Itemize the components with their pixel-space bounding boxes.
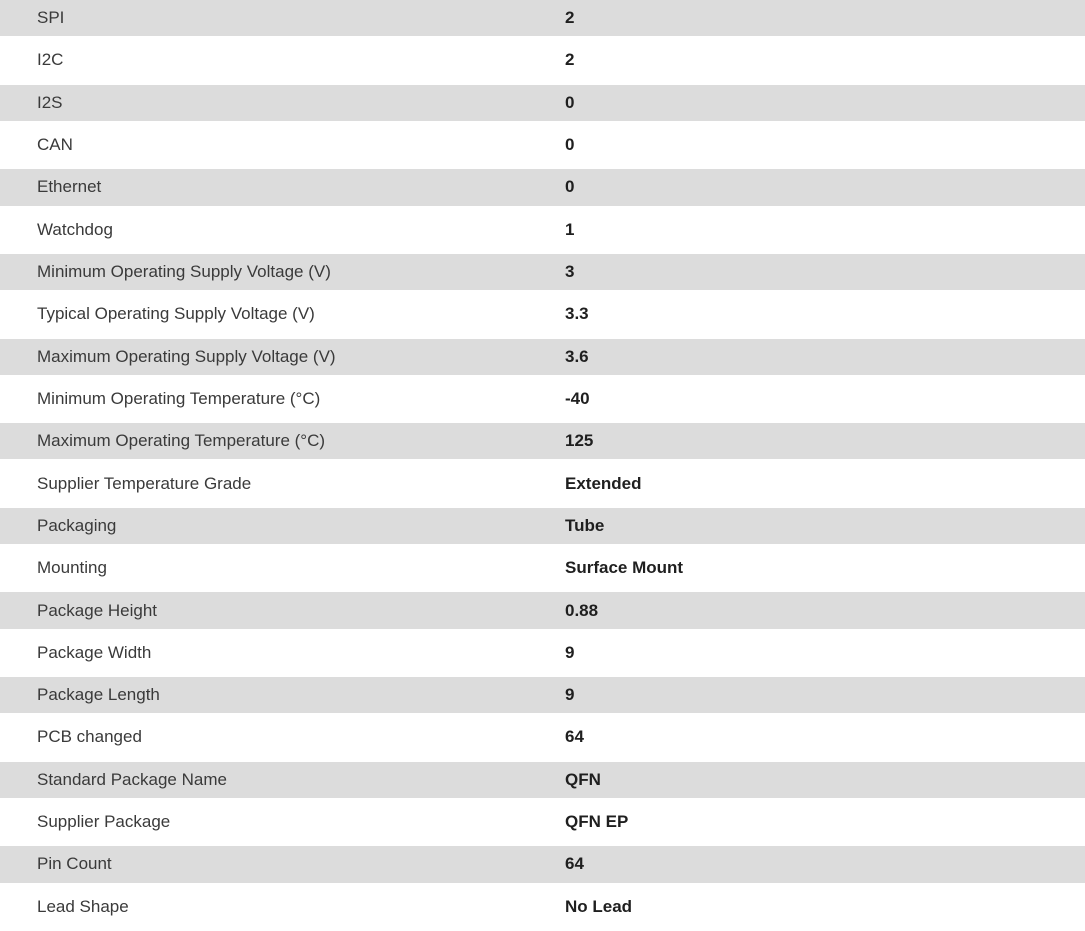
table-row <box>0 677 1085 719</box>
table-row <box>0 127 1085 169</box>
spec-attribute-value: 9 <box>565 642 575 662</box>
spec-attribute-label: Supplier Package <box>37 812 171 832</box>
spec-attribute-value: 2 <box>565 8 575 28</box>
table-row <box>0 85 1085 127</box>
spec-attribute-value: 125 <box>565 431 594 451</box>
spec-attribute-label: Package Height <box>37 600 158 620</box>
spec-attribute-value: 9 <box>565 685 575 705</box>
table-row <box>0 762 1085 804</box>
table-row <box>0 550 1085 592</box>
table-row <box>0 42 1085 84</box>
table-row <box>0 212 1085 254</box>
spec-attribute-value: -40 <box>565 388 590 408</box>
spec-attribute-label: Package Length <box>37 685 160 705</box>
spec-attribute-label: PCB changed <box>37 727 142 747</box>
spec-attribute-label: CAN <box>37 135 73 155</box>
spec-attribute-label: Pin Count <box>37 854 112 874</box>
spec-attribute-label: Typical Operating Supply Voltage (V) <box>37 304 315 324</box>
table-row <box>0 296 1085 338</box>
table-row <box>0 719 1085 761</box>
spec-attribute-value: 1 <box>565 219 575 239</box>
spec-attribute-label: I2S <box>37 92 63 112</box>
spec-attribute-label: Ethernet <box>37 177 102 197</box>
table-row <box>0 804 1085 846</box>
table-row <box>0 254 1085 296</box>
spec-attribute-value: 0 <box>565 135 575 155</box>
table-row <box>0 423 1085 465</box>
spec-attribute-label: Standard Package Name <box>37 769 227 789</box>
spec-attribute-value: 64 <box>565 727 584 747</box>
spec-attribute-label: Maximum Operating Supply Voltage (V) <box>37 346 336 366</box>
spec-attribute-label: Minimum Operating Supply Voltage (V) <box>37 262 331 282</box>
table-row <box>0 592 1085 634</box>
table-row <box>0 0 1085 42</box>
spec-attribute-label: Lead Shape <box>37 896 129 916</box>
spec-attribute-value: No Lead <box>565 896 633 916</box>
table-row <box>0 889 1085 931</box>
spec-attribute-label: Packaging <box>37 515 117 535</box>
spec-attribute-value: 3 <box>565 262 575 282</box>
spec-attribute-value: QFN <box>565 769 601 789</box>
spec-attribute-value: 2 <box>565 50 575 70</box>
spec-attribute-label: Supplier Temperature Grade <box>37 473 252 493</box>
spec-attribute-label: I2C <box>37 50 64 70</box>
table-row <box>0 635 1085 677</box>
table-row <box>0 339 1085 381</box>
spec-attribute-value: Surface Mount <box>565 558 684 578</box>
spec-attribute-value: 64 <box>565 854 584 874</box>
spec-attribute-value: QFN EP <box>565 812 629 832</box>
spec-attribute-value: Extended <box>565 473 642 493</box>
spec-attribute-label: Minimum Operating Temperature (°C) <box>37 388 321 408</box>
spec-attribute-label: SPI <box>37 8 65 28</box>
table-row <box>0 169 1085 211</box>
table-row <box>0 508 1085 550</box>
table-row <box>0 381 1085 423</box>
spec-attribute-label: Mounting <box>37 558 107 578</box>
spec-attribute-value: 0 <box>565 177 575 197</box>
spec-attribute-value: 3.6 <box>565 346 589 366</box>
spec-attribute-value: 0 <box>565 92 575 112</box>
spec-attribute-label: Watchdog <box>37 219 113 239</box>
spec-attribute-value: 0.88 <box>565 600 599 620</box>
table-row <box>0 465 1085 507</box>
table-row <box>0 846 1085 888</box>
spec-attribute-value: Tube <box>565 515 605 535</box>
spec-attribute-label: Package Width <box>37 642 152 662</box>
spec-attribute-value: 3.3 <box>565 304 589 324</box>
spec-attribute-label: Maximum Operating Temperature (°C) <box>37 431 326 451</box>
